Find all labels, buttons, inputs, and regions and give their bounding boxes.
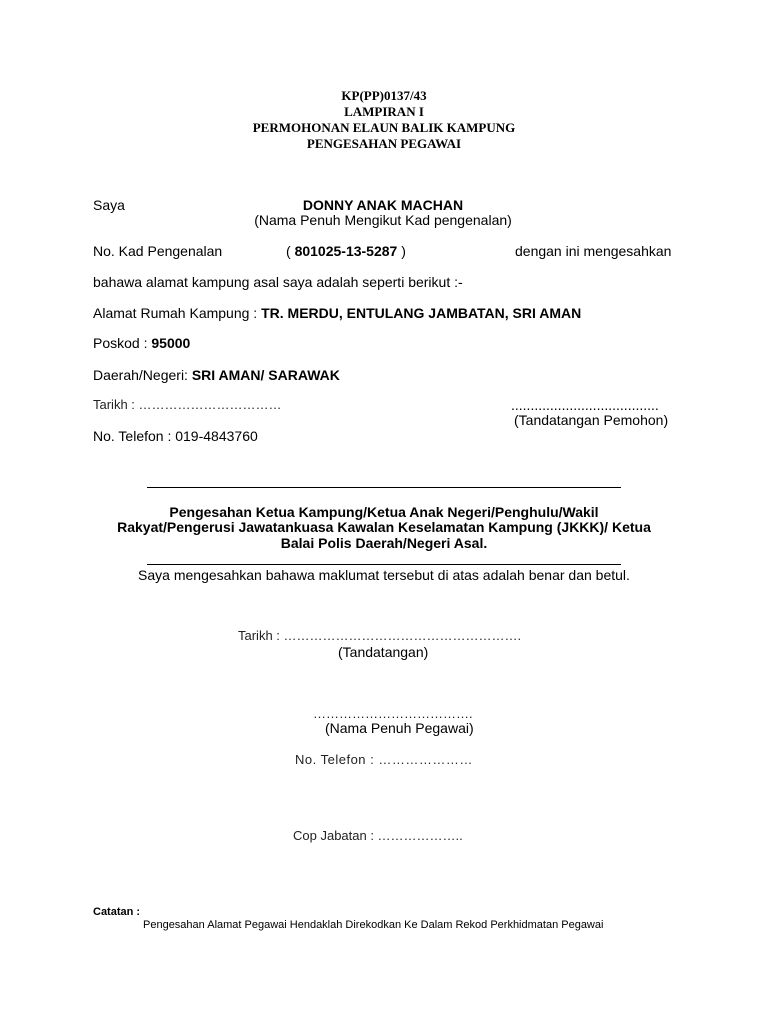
district-label: Daerah/Negeri: <box>93 367 192 383</box>
verification-statement: Saya mengesahkan bahawa maklumat tersebut di atas adalah benar dan betul. <box>138 567 630 583</box>
verifier-phone: No. Telefon : ………………… <box>295 752 473 767</box>
district-value: SRI AMAN/ SARAWAK <box>191 367 340 383</box>
department-stamp: Cop Jabatan : ……………….. <box>293 828 463 843</box>
postcode-value: 95000 <box>151 335 191 351</box>
section-divider <box>147 487 621 488</box>
verifier-name-label: (Nama Penuh Pegawai) <box>325 720 474 736</box>
verification-heading-line-3: Balai Polis Daerah/Negeri Asal. <box>280 535 488 551</box>
note-text: Pengesahan Alamat Pegawai Hendaklah Direkodkan Ke Dalam Rekod Perkhidmatan Pegawai <box>143 919 604 931</box>
confirm-text: dengan ini mengesahkan <box>515 243 672 259</box>
ic-close-bracket: ) <box>397 243 406 259</box>
applicant-name-hint: (Nama Penuh Mengikut Kad pengenalan) <box>254 212 512 228</box>
verification-heading-line-2: Rakyat/Pengerusi Jawatankuasa Kawalan Keselamatan Kampung (JKKK)/ Ketua <box>117 519 651 535</box>
applicant-phone: No. Telefon : 019-4843760 <box>93 428 258 444</box>
district-line <box>93 367 340 383</box>
ic-number: 801025-13-5287 <box>294 243 398 259</box>
address-line <box>93 305 581 321</box>
applicant-date: Tarikh : …………………………… <box>93 397 282 412</box>
note-label: Catatan : <box>93 906 141 918</box>
address-value: TR. MERDU, ENTULANG JAMBATAN, SRI AMAN <box>261 305 582 321</box>
applicant-signature-dots: ...................................... <box>511 397 659 413</box>
verifier-signature-label: (Tandatangan) <box>338 644 429 660</box>
verification-heading-line-1: Pengesahan Ketua Kampung/Ketua Anak Negeri/Penghulu/Wakil <box>169 504 599 520</box>
heading-underline <box>147 564 621 565</box>
applicant-name: DONNY ANAK MACHAN <box>302 197 464 213</box>
ic-label: No. Kad Pengenalan <box>93 243 223 259</box>
ic-open-bracket: ( <box>286 243 295 259</box>
address-label: Alamat Rumah Kampung : <box>93 305 262 321</box>
appendix-label: LAMPIRAN I <box>344 104 424 119</box>
address-statement: bahawa alamat kampung asal saya adalah seperti berikut :- <box>93 274 463 290</box>
reference-code: KP(PP)0137/43 <box>341 88 427 103</box>
form-title: PERMOHONAN ELAUN BALIK KAMPUNG <box>252 120 516 135</box>
verifier-date: Tarikh : ………………………………………………. <box>238 628 522 643</box>
verifier-name-dots: ………………………………. <box>313 706 473 721</box>
saya-label: Saya <box>93 197 125 213</box>
applicant-signature-label: (Tandatangan Pemohon) <box>514 412 669 428</box>
ic-number-field <box>286 243 406 259</box>
postcode-label: Poskod : <box>93 335 152 351</box>
form-subtitle: PENGESAHAN PEGAWAI <box>306 136 462 151</box>
postcode-line <box>93 335 190 351</box>
